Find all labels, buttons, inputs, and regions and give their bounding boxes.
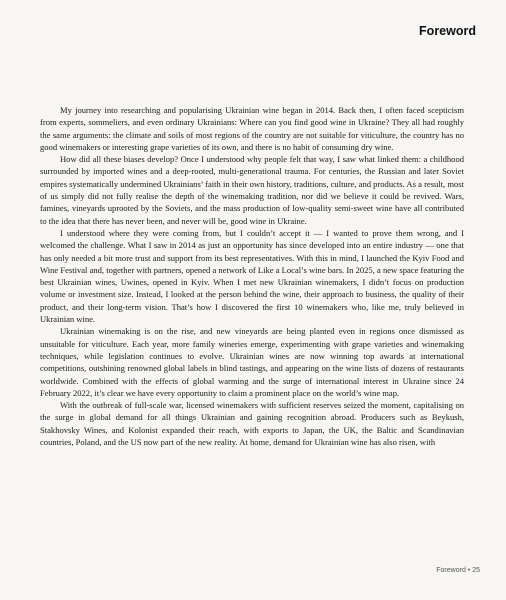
footer-bullet: • (467, 567, 471, 574)
paragraph: I understood where they were coming from, but I couldn’t accept it — I wanted to prove them wrong, and I welcomed the challenge. What I saw in 2014 as just an opportunity has since developed into an entire industry — one that has only needed a bit more trust and support from its best representatives. With this in mind, I launched the Kyiv Food and Wine Festival and, together with partners, opened a network of Like a Local’s wine bars. In 2025, a new space featuring the best Ukrainian wines, Uwines, opened in Kyiv. When I met new Ukrainian winemakers, I didn’t focus on production volume or investment size. Instead, I looked at the person behind the wine, their approach to business, the quality of their product, and their long-term vision. That’s how I discovered the first 10 winemakers who, like me, truly believed in Ukrainian wine. (40, 227, 464, 325)
page-number: 25 (472, 567, 480, 574)
paragraph: How did all these biases develop? Once I understood why people felt that way, I saw what linked them: a childhood surrounded by imported wines and a deep-rooted, multi-generational trauma. For centuries, the Russian and later Soviet empires systematically undermined Ukrainians’ faith in their own history, traditions, culture, and products. As a result, most of us simply did not fully realise the depth of the winemaking tradition, nor did we believe it could be revived. Wars, famines, vineyards uprooted by the Soviets, and the mass production of low-quality semi-sweet wine have all contributed to the idea that there has never been, and never will be, good wine in Ukraine. (40, 154, 464, 226)
body-text (40, 104, 464, 448)
paragraph: With the outbreak of full-scale war, licensed winemakers with sufficient reserves seized the moment, capitalising on the surge in global demand for all things Ukrainian and gaining recognition abroad. Producers such as Beykush, Stakhovsky Wines, and Kolonist expanded their reach, with exports to Japan, the UK, the Baltic and Scandinavian countries, Poland, and the US now part of the new reality. At home, demand for Ukrainian wine has also risen, with (40, 400, 464, 448)
footer-section: Foreword (436, 567, 466, 574)
running-header: Foreword (419, 24, 476, 38)
paragraph: Ukrainian winemaking is on the rise, and new vineyards are being planted even in regions once dismissed as unsuitable for viticulture. Each year, more family wineries emerge, experimenting with grape varieties and winemaking techniques, while legislation continues to evolve. Ukrainian wines are now winning top awards at international competitions, outshining renowned global labels in blind tastings, and appearing on the wine lists of dozens of restaurants worldwide. Combined with the effects of global warming and the surge of international interest in Ukraine since 24 February 2022, it’s clear we have every opportunity to claim a prominent place on the world’s wine map. (40, 326, 464, 398)
paragraph: My journey into researching and popularising Ukrainian wine began in 2014. Back then, I often faced scepticism from experts, sommeliers, and even ordinary Ukrainians: Where can you find good wine in Ukraine? They all had roughly the same arguments: the climate and soils of most regions of the country are not suitable for viticulture, the country has no good winemakers or interesting grape varieties of its own, and there is no habit of consuming dry wine. (40, 105, 464, 152)
page-footer (436, 567, 480, 574)
